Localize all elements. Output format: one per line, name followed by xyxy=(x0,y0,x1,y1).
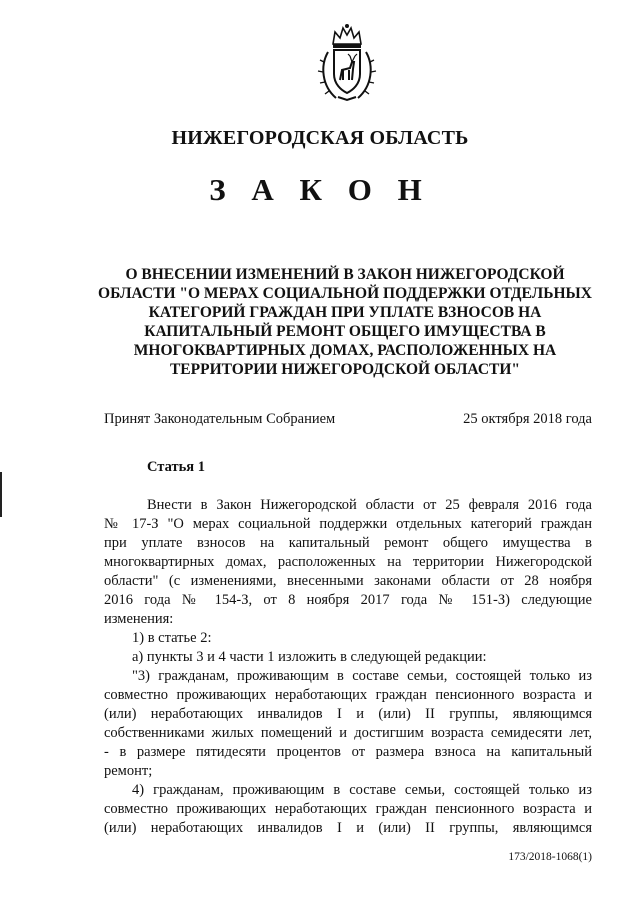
adoption-label: Принят Законодательным Собранием xyxy=(104,411,336,427)
title-line: ОБЛАСТИ "О МЕРАХ СОЦИАЛЬНОЙ ПОДДЕРЖКИ ОТДЕЛЬНЫХ xyxy=(98,285,592,302)
body-line: 4) гражданам, проживающим в составе семьи, состоящей только из xyxy=(132,782,592,798)
scan-edge-mark xyxy=(0,472,2,517)
body-line: совместно проживающих неработающих граждан пенсионного возраста и xyxy=(104,801,592,817)
title-line: ТЕРРИТОРИИ НИЖЕГОРОДСКОЙ ОБЛАСТИ" xyxy=(169,361,521,378)
body-line: (или) неработающих инвалидов I и (или) II группы, являющимся xyxy=(104,706,592,722)
law-title xyxy=(95,265,595,379)
body-line: области" (с изменениями, внесенными законами области от 28 ноября xyxy=(104,573,592,589)
coat-of-arms-icon xyxy=(316,22,378,104)
body-line: "3) гражданам, проживающим в составе семьи, состоящей только из xyxy=(132,668,592,684)
region-heading: НИЖЕГОРОДСКАЯ ОБЛАСТЬ xyxy=(171,127,469,149)
body-line: 2016 года № 154-З, от 8 ноября 2017 года № 151-З) следующие xyxy=(104,592,592,608)
title-line: МНОГОКВАРТИРНЫХ ДОМАХ, РАСПОЛОЖЕННЫХ НА xyxy=(133,342,557,359)
document-type-heading: З А К О Н xyxy=(209,172,431,207)
body-line: при уплате взносов на капитальный ремонт общего имущества в xyxy=(104,535,592,551)
title-line: КАПИТАЛЬНЫЙ РЕМОНТ ОБЩЕГО ИМУЩЕСТВА В xyxy=(144,323,546,340)
body-line: - в размере пятидесяти процентов от размера взноса на капитальный xyxy=(104,744,592,760)
body-line: многоквартирных домах, расположенных на территории Нижегородской xyxy=(104,554,592,570)
article-heading: Статья 1 xyxy=(147,459,205,475)
body-line: собственниками жилых помещений и достигшим возраста семидесяти лет, xyxy=(104,725,592,741)
body-line: № 17-З "О мерах социальной поддержки отдельных категорий граждан xyxy=(104,516,592,532)
article-body xyxy=(104,496,592,838)
body-line: 1) в статье 2: xyxy=(132,630,212,646)
body-line: Внести в Закон Нижегородской области от 25 февраля 2016 года xyxy=(147,497,592,513)
body-line: совместно проживающих неработающих граждан пенсионного возраста и xyxy=(104,687,592,703)
title-line: КАТЕГОРИЙ ГРАЖДАН ПРИ УПЛАТЕ ВЗНОСОВ НА xyxy=(148,304,542,321)
body-line: изменения: xyxy=(104,611,174,627)
title-line: О ВНЕСЕНИИ ИЗМЕНЕНИЙ В ЗАКОН НИЖЕГОРОДСКОЙ xyxy=(125,266,565,283)
body-line: (или) неработающих инвалидов I и (или) II группы, являющимся xyxy=(104,820,592,836)
body-line: ремонт; xyxy=(104,763,153,779)
adoption-line xyxy=(104,411,592,428)
adoption-date: 25 октября 2018 года xyxy=(463,411,592,427)
document-number: 173/2018-1068(1) xyxy=(508,851,592,863)
body-line: а) пункты 3 и 4 части 1 изложить в следующей редакции: xyxy=(132,649,487,665)
